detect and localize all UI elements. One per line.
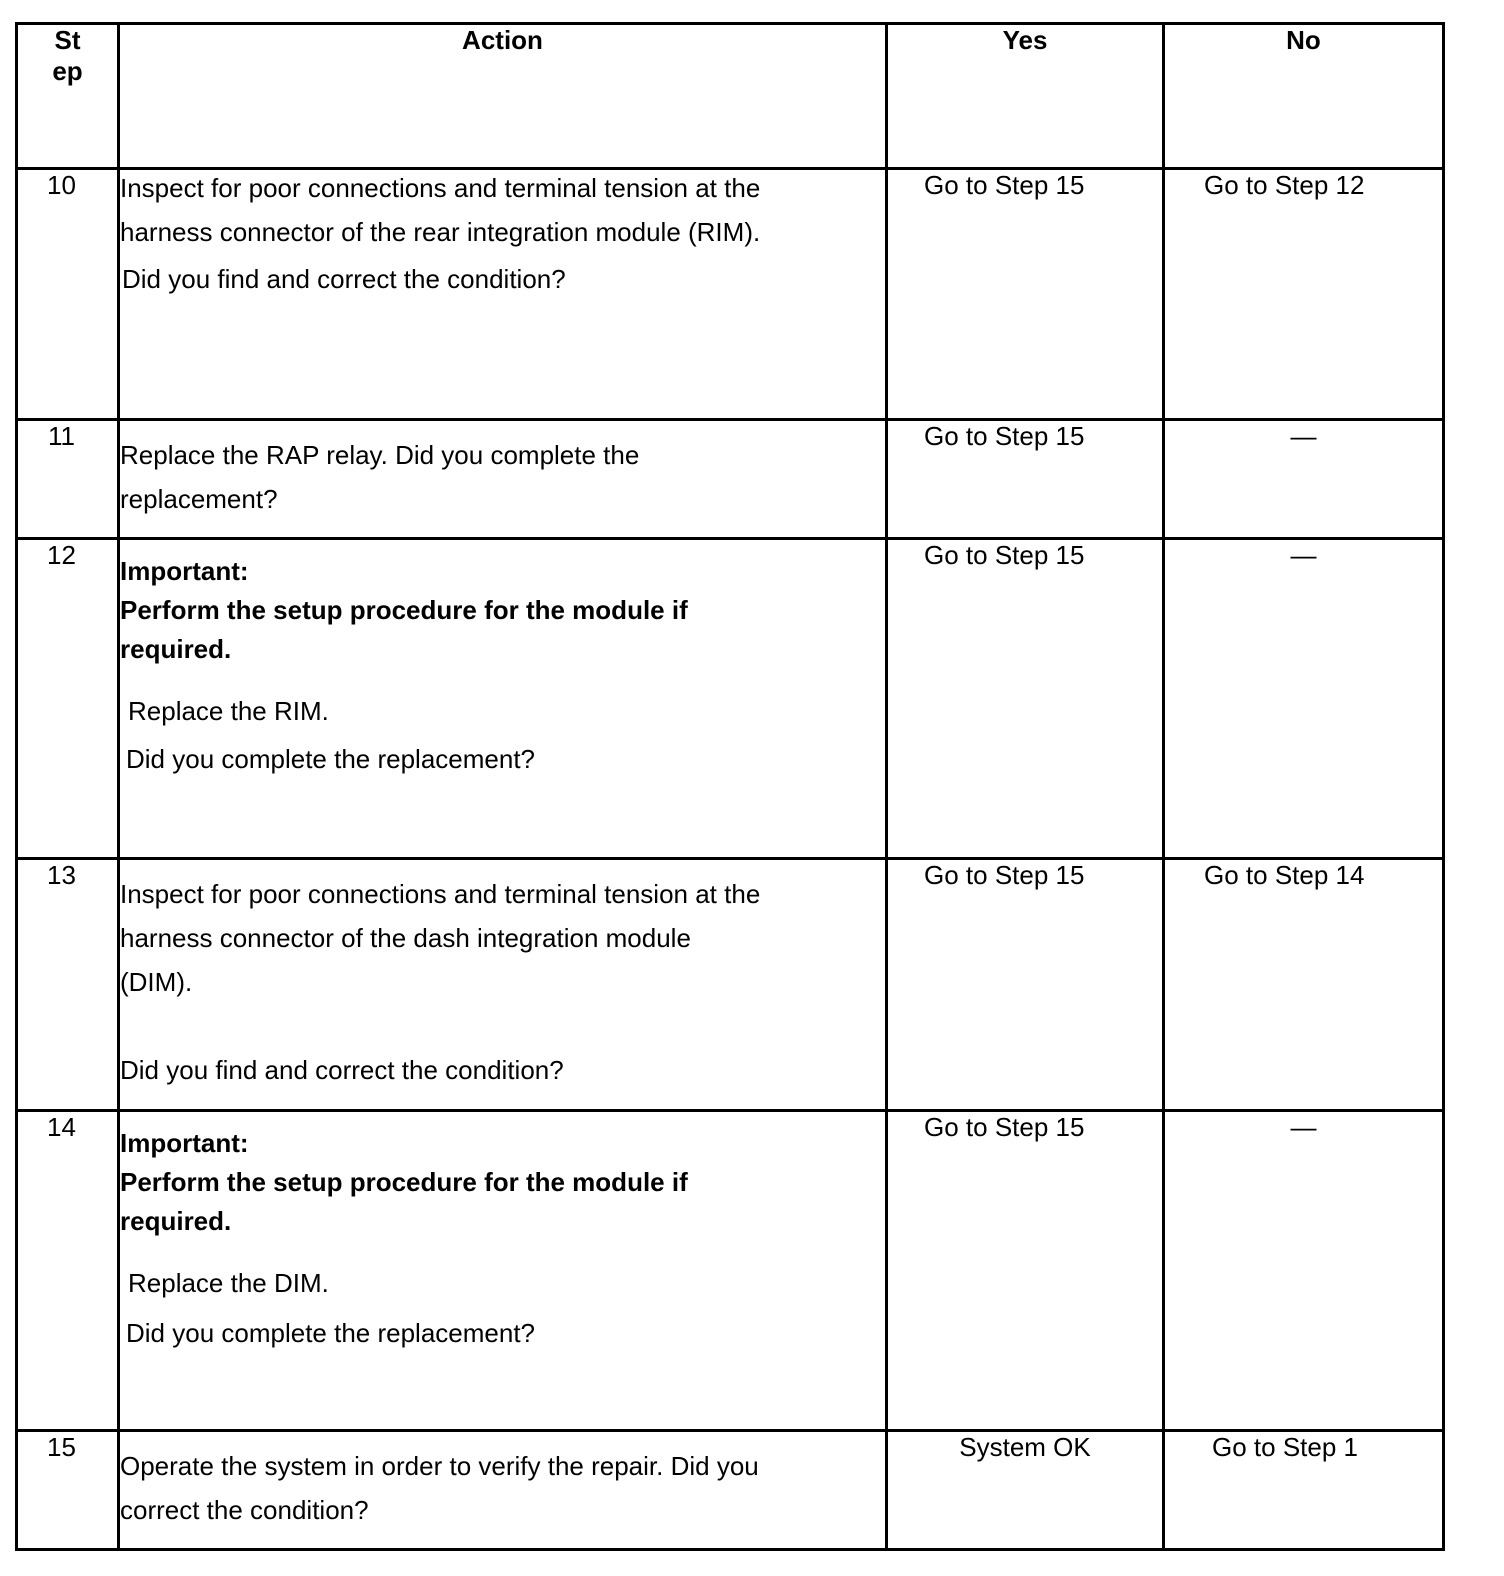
step-cell: 11 — [17, 420, 119, 539]
action-line: Replace the DIM. — [128, 1268, 329, 1298]
yes-cell: Go to Step 15 — [887, 420, 1164, 539]
important-label: Important: — [120, 556, 249, 586]
action-line: Replace the RIM. — [128, 696, 329, 726]
important-text: required. — [120, 634, 232, 664]
no-cell: — — [1164, 539, 1444, 859]
step-cell: 14 — [17, 1111, 119, 1431]
yes-cell: Go to Step 15 — [887, 859, 1164, 1111]
yes-cell: Go to Step 15 — [887, 539, 1164, 859]
action-line: Inspect for poor connections and terminal tension at the — [120, 173, 761, 203]
no-cell: Go to Step 12 — [1164, 169, 1444, 420]
step-cell: 15 — [17, 1431, 119, 1550]
action-line: Did you find and correct the condition? — [120, 1055, 564, 1085]
no-cell: Go to Step 1 — [1164, 1431, 1444, 1550]
step-cell: 10 — [17, 169, 119, 420]
step-cell: 13 — [17, 859, 119, 1111]
diagnostic-table — [15, 22, 1445, 1551]
action-line: Replace the RAP relay. Did you complete the — [120, 440, 640, 470]
header-no: No — [1164, 24, 1444, 169]
action-cell — [119, 1431, 887, 1550]
action-line: replacement? — [120, 484, 278, 514]
yes-cell: System OK — [887, 1431, 1164, 1550]
table-row — [17, 539, 1444, 859]
no-cell: Go to Step 14 — [1164, 859, 1444, 1111]
action-cell — [119, 539, 887, 859]
action-line: Operate the system in order to verify the repair. Did you — [120, 1451, 759, 1481]
table-row — [17, 1111, 1444, 1431]
action-line: Inspect for poor connections and terminal tension at the — [120, 879, 761, 909]
table-row — [17, 1431, 1444, 1550]
important-text: Perform the setup procedure for the module if — [120, 1167, 688, 1197]
important-text: Perform the setup procedure for the module if — [120, 595, 688, 625]
action-cell — [119, 859, 887, 1111]
no-cell: — — [1164, 1111, 1444, 1431]
important-label: Important: — [120, 1128, 249, 1158]
action-cell — [119, 1111, 887, 1431]
action-cell — [119, 169, 887, 420]
header-row — [17, 24, 1444, 169]
yes-cell: Go to Step 15 — [887, 1111, 1164, 1431]
table-row — [17, 859, 1444, 1111]
yes-cell: Go to Step 15 — [887, 169, 1164, 420]
action-line: harness connector of the dash integration module — [120, 923, 691, 953]
action-cell — [119, 420, 887, 539]
table-row — [17, 169, 1444, 420]
action-line: Did you complete the replacement? — [126, 744, 536, 774]
action-line: Did you complete the replacement? — [126, 1318, 536, 1348]
important-text: required. — [120, 1206, 232, 1236]
action-line: correct the condition? — [120, 1495, 369, 1525]
action-line: (DIM). — [120, 967, 193, 997]
header-step: St ep — [17, 24, 119, 169]
no-cell: — — [1164, 420, 1444, 539]
action-line: harness connector of the rear integration module (RIM). — [120, 217, 761, 247]
table-row — [17, 420, 1444, 539]
header-yes: Yes — [887, 24, 1164, 169]
action-line: Did you find and correct the condition? — [122, 264, 566, 294]
step-cell: 12 — [17, 539, 119, 859]
header-action: Action — [119, 24, 887, 169]
